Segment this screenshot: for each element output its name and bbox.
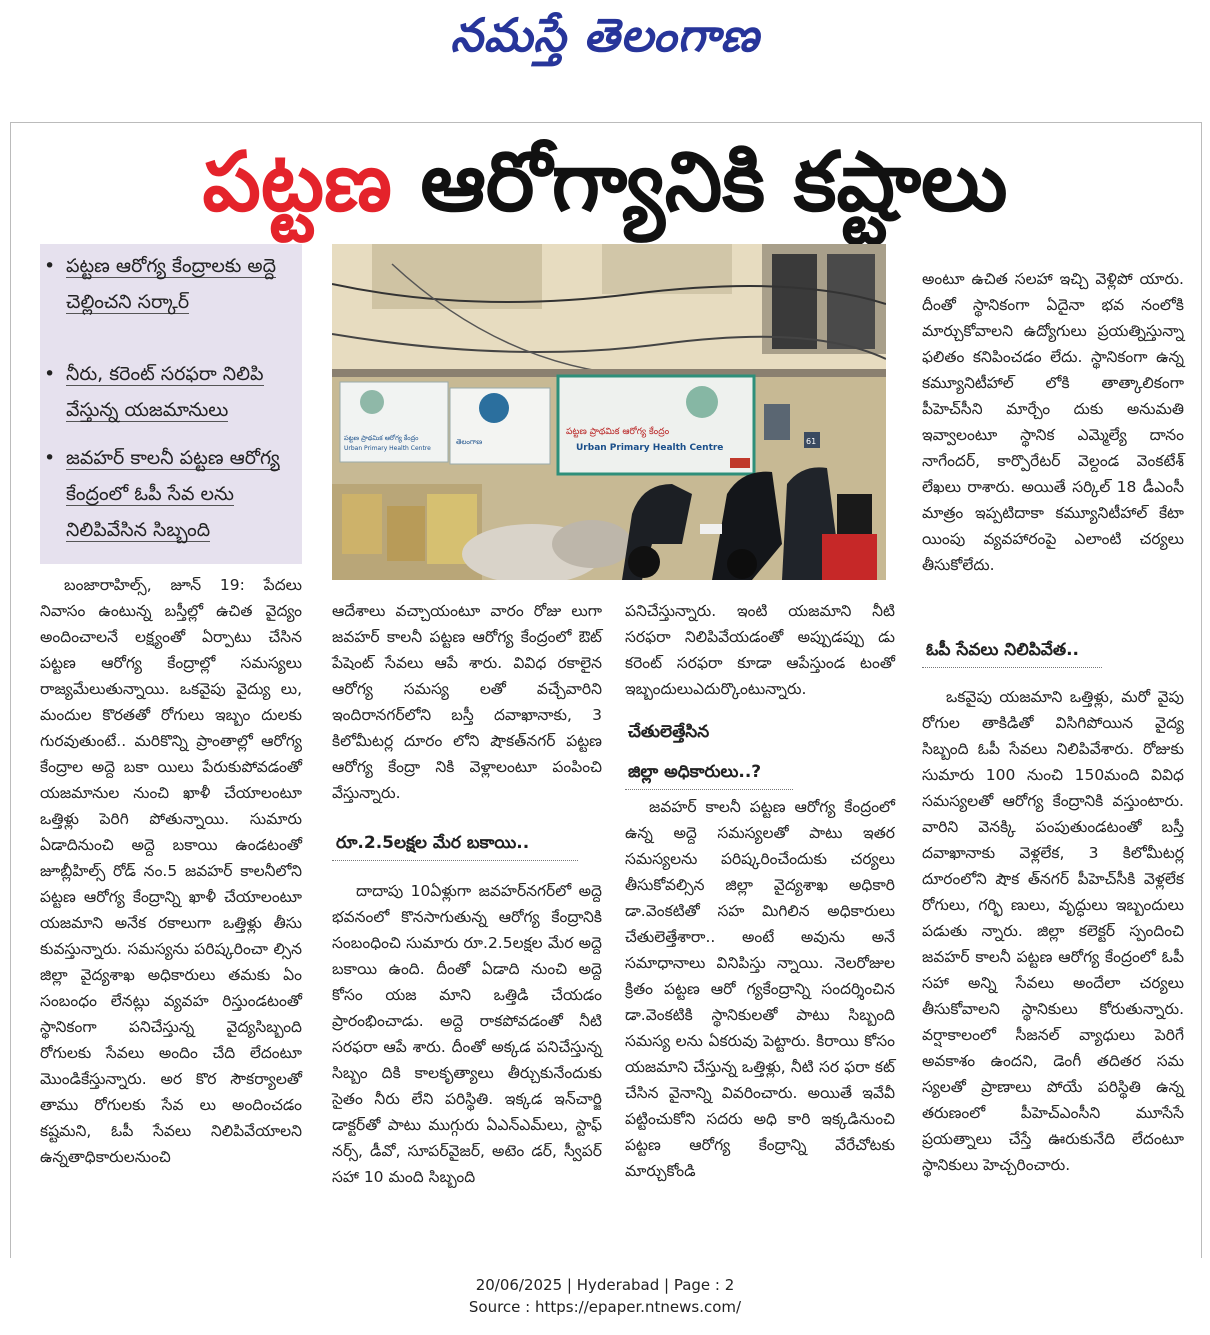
photo-illustration [332, 244, 886, 580]
footer-date-line: 20/06/2025 | Hyderabad | Page : 2 [475, 1276, 735, 1294]
highlight-item [46, 248, 302, 320]
article-paragraph: దాదాపు 10ఏళ్లుగా జవహర్‌నగర్‌లో అద్దె భవనంలో కొనసాగుతున్న ఆరోగ్య కేంద్రానికి సంబంధించి సుమారు రూ.2.5లక్షల మేర అద్దె బకాయి ఉంది. దీంతో ఏడాది నుంచి అద్దె కోసం యజ మాని ఒత్తిడి చేయడం ప్రారంభించాడు. అద్దె రాకపోవడంతో నీటి సరఫరా ఆపే శారు. దీంతో అక్కడ పనిచేస్తున్న సిబ్బం దికి కాలకృత్యాలు తీర్చుకునేందుకు సైతం నీరు లేని పరిస్థితి. ఇక్కడ ఇన్‌చార్జి డాక్టర్‌తో పాటు ముగ్గురు ఏఎన్‌ఎమ్‌లు, స్టాఫ్ నర్స్, డీవో, సూపర్‌వైజర్, అటెం డర్, స్వీపర్ సహా 10 మంది సిబ్బంది [332, 882, 602, 1186]
sign1-text-2: Urban Primary Health Centre [344, 445, 431, 452]
subhead-rule [922, 667, 1102, 668]
article-column-2b [332, 878, 602, 1190]
sign1-text-1: పట్టణ ప్రాథమిక ఆరోగ్య కేంద్రం [344, 434, 419, 442]
article-column-1 [40, 572, 302, 1170]
bullet-icon: • [44, 363, 56, 385]
section-subhead: చేతులెత్తేసిన [628, 722, 710, 742]
frame-left-rule [10, 122, 11, 1258]
article-paragraph: ఒకవైపు యజమాని ఒత్తిళ్లు, మరో వైపు రోగుల తాకిడితో విసిగిపోయిన వైద్య సిబ్బంది ఓపీ సేవలు నిలిపివేశారు. రోజుకు సుమారు 100 నుంచి 150మంది వివిధ సమస్యలతో ఆరోగ్య కేంద్రానికి వస్తుంటారు. వారిని వెనక్కి పంపుతుండటంతో బస్తీ దవాఖానాకు వెళ్లలేక, 3 కిలోమీటర్ల దూరంలోని షౌక త్‌నగర్ పీహెచ్‌సీకి వెళ్లలేక రోగులు, గర్భి ణులు, వృద్ధులు ఇబ్బందులు పడుతు న్నారు. జిల్లా కలెక్టర్ స్పందించి జవహర్ కాలనీ పట్టణ ఆరోగ్య కేంద్రంలో ఓపీ సహా అన్ని సేవలు అందేలా చర్యలు తీసుకోవాలని స్థానికులు కోరుతున్నారు. వర్షాకాలంలో సీజనల్ వ్యాధులు పెరిగే అవకాశం ఉందని, డెంగీ తదితర సమ స్యలతో ప్రాణాలు పోయే పరిస్థితి ఉన్న తరుణంలో పీహెచ్‌ఎంసీని మూసేసే ప్రయత్నాలు చేస్తే ఊరుకునేది లేదంటూ స్థానికులు హెచ్చరించారు. [922, 688, 1184, 1174]
article-paragraph: బంజారాహిల్స్, జూన్ 19: పేదలు నివాసం ఉంటున్న బస్తీల్లో ఉచిత వైద్యం అందించాలనే లక్ష్యంతో ఏర్పాటు చేసిన పట్టణ ఆరోగ్య కేంద్రాల్లో సమస్యలు రాజ్యమేలుతున్నాయి. ఒకవైపు వైద్యు లు, మందుల కొరతతో రోగులు ఇబ్బం దులకు గురవుతుంటే.. మరికొన్ని ప్రాంతాల్లో ఆరోగ్య కేంద్రాల అద్దె బకా యిలు పేరుకుపోవడంతో యజమానుల నుంచి ఖాళీ చేయాలంటూ ఒత్తిళ్లు పెరిగి పోతున్నాయి. సుమారు ఏడాదినుంచి అద్దె బకాయి ఉండటంతో జూబ్లీహిల్స్ రోడ్ నం.5 జవహర్ కాలనీలోని పట్టణ ఆరోగ్య కేంద్రాన్ని ఖాళీ చేయాలంటూ యజమాని అనేక రకాలుగా ఒత్తిళ్లు తీసు కువస్తున్నారు. సమస్యను పరిష్కరించా ల్సిన జిల్లా వైద్యశాఖ అధికారులు తమకు ఏం సంబంధం లేనట్లు వ్యవహ రిస్తుండటంతో స్థానికంగా పనిచేస్తున్న వైద్యసిబ్బంది రోగులకు సేవలు అందిం చేది లేదంటూ మొండికేస్తున్నారు. అర కొర సౌకర్యాలతో తాము రోగులకు సేవ లు అందించడం కష్టమని, ఓపీ సేవలు నిలిపివేయాలని ఉన్నతాధికారులనుంచి [40, 576, 302, 1166]
article-column-3 [625, 598, 895, 702]
section-subhead: ఓపీ సేవలు నిలిపివేత.. [926, 640, 1080, 660]
highlight-text: నీరు, కరెంట్ సరఫరా నిలిపి వేస్తున్న యజమానులు [66, 363, 264, 421]
highlight-item [46, 440, 302, 548]
headline-red-part: పట్టణ [202, 135, 392, 230]
frame-top-rule [10, 122, 1202, 123]
building-number: 61 [806, 437, 817, 446]
sign3-text-2: Urban Primary Health Centre [576, 443, 724, 453]
sign3-text-1: పట్టణ ప్రాథమిక ఆరోగ్య కేంద్రం [566, 427, 670, 437]
highlight-text: జవహర్ కాలనీ పట్టణ ఆరోగ్య కేంద్రంలో ఓపీ సేవ లను నిలిపివేసిన సిబ్బంది [66, 447, 280, 541]
article-column-4 [922, 266, 1184, 578]
bullet-icon: • [44, 447, 56, 469]
headline [20, 128, 1190, 238]
frame-right-rule [1201, 122, 1202, 1258]
masthead-logo: నమస్తే తెలంగాణ [450, 8, 760, 62]
article-photo [332, 244, 886, 580]
subhead-rule [625, 789, 793, 790]
article-column-3b [625, 794, 895, 1184]
sign2-text-1: తెలంగాణ [456, 438, 483, 446]
article-paragraph: ఆదేశాలు వచ్చాయంటూ వారం రోజు లుగా జవహర్ కాలనీ పట్టణ ఆరోగ్య కేంద్రంలో ఔట్ పేషెంట్ సేవలు ఆపే శారు. వివిధ రకాలైన ఆరోగ్య సమస్య లతో వచ్చేవారిని ఇందిరానగర్‌లోని బస్తీ దవాఖానాకు, 3 కిలోమీటర్ల దూరం లోని షౌకత్‌నగర్ పట్టణ ఆరోగ్య కేంద్రా నికి వెళ్లాలంటూ పంపించి వేస్తున్నారు. [332, 602, 602, 802]
bullet-icon: • [44, 255, 56, 277]
highlight-item [46, 356, 302, 428]
highlights-box [40, 244, 302, 564]
article-paragraph: జవహర్ కాలనీ పట్టణ ఆరోగ్య కేంద్రంలో ఉన్న అద్దె సమస్యలతో పాటు ఇతర సమస్యలను పరిష్కరించేందుకు చర్యలు తీసుకోవల్సిన జిల్లా వైద్యశాఖ అధికారి డా.వెంకటితో సహ మిగిలిన అధికారులు చేతులెత్తేశారా.. అంటే అవును అనే సమాధానాలు వినిపిస్తు న్నాయి. నెలరోజుల క్రితం పట్టణ ఆరో గ్యకేంద్రాన్ని సందర్శించిన డా.వెంకటికి స్థానికులతో పాటు సిబ్బంది సమస్య లను ఏకరువు పెట్టారు. కిరాయి కోసం యజమాని చేస్తున్న ఒత్తిళ్లు, నీటి సర ఫరా కట్ చేసిన వైనాన్ని వివరించారు. అయితే ఇవేవీ పట్టించుకోని సదరు అధి కారి ఇక్కడినుంచి పట్టణ ఆరోగ్య కేంద్రాన్ని వేరేచోటకు మార్చుకోండి [625, 798, 895, 1180]
section-subhead: రూ.2.5లక్షల మేర బకాయి.. [336, 833, 530, 853]
subhead-rule [332, 860, 578, 861]
article-column-4b [922, 684, 1184, 1178]
highlight-text: పట్టణ ఆరోగ్య కేంద్రాలకు అద్దె చెల్లించని సర్కార్ [66, 255, 276, 313]
footer-source-line: Source : https://epaper.ntnews.com/ [468, 1298, 742, 1316]
section-subhead: జిల్లా అధికారులు..? [628, 762, 762, 782]
headline-black-part: ఆరోగ్యానికి కష్టాలు [420, 135, 1008, 230]
article-column-2 [332, 598, 602, 806]
article-paragraph: పనిచేస్తున్నారు. ఇంటి యజమాని నీటి సరఫరా నిలిపివేయడంతో అప్పుడప్పు డు కరెంట్ సరఫరా కూడా ఆపేస్తుండ టంతో ఇబ్బందులుఎదుర్కొంటున్నారు. [625, 602, 895, 698]
article-paragraph: అంటూ ఉచిత సలహా ఇచ్చి వెళ్లిపో యారు. దీంతో స్థానికంగా ఏదైనా భవ నంలోకి మార్చుకోవాలని ఉద్యోగులు ప్రయత్నిస్తున్నా ఫలితం కనిపించడం లేదు. స్థానికంగా ఉన్న కమ్యూనిటీహాల్ లోకి తాత్కాలికంగా పీహెచ్‌సీని మార్చేం దుకు అనుమతి ఇవ్వాలంటూ స్థానిక ఎమ్మెల్యే దానం నాగేందర్, కార్పొరేటర్ వెల్దండ వెంకటేశ్ లేఖలు రాశారు. అయితే సర్కిల్ 18 డీఎంసీ మాత్రం ఇప్పటిదాకా కమ్యూనిటీహాల్ కేటా యింపు వ్యవహారంపై ఎలాంటి చర్యలు తీసుకోలేదు. [922, 270, 1184, 574]
